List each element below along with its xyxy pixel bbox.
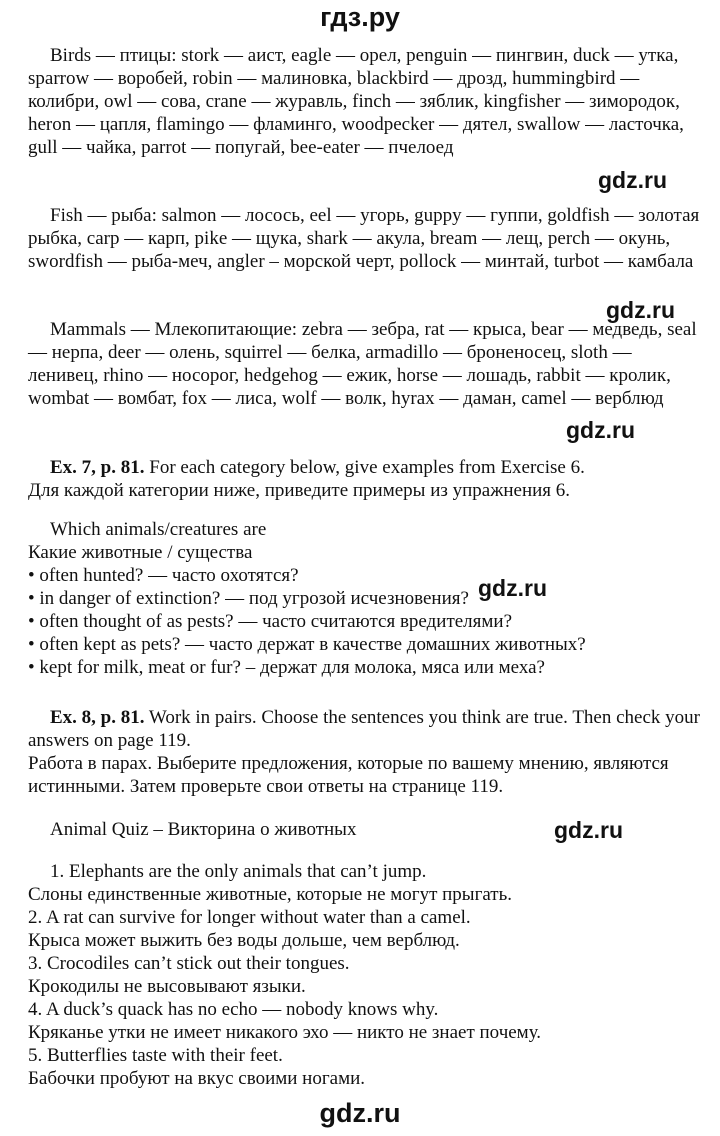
quiz-item-ru: Бабочки пробуют на вкус своими ногами. bbox=[28, 1068, 366, 1089]
watermark-1: gdz.ru bbox=[598, 167, 667, 193]
quiz-item-ru: Крыса может выжить без воды дольше, чем верблюд. bbox=[28, 930, 460, 951]
intro-en: Which animals/creatures are bbox=[50, 519, 267, 540]
list-item: • kept for milk, meat or fur? – держат для молока, мяса или меха? bbox=[28, 657, 545, 678]
watermark-5: gdz.ru bbox=[554, 817, 623, 843]
exercise-8-ref: Ex. 8, p. 81. bbox=[50, 707, 145, 728]
exercise-7-list bbox=[28, 518, 700, 679]
intro-ru: Какие животные / существа bbox=[28, 542, 253, 563]
list-item: • often kept as pets? — часто держат в качестве домашних животных? bbox=[28, 634, 586, 655]
watermark-4: gdz.ru bbox=[478, 575, 547, 601]
list-item: • often hunted? — часто охотятся? bbox=[28, 565, 299, 586]
list-item: • in danger of extinction? — под угрозой исчезновения? bbox=[28, 588, 469, 609]
exercise-8 bbox=[28, 706, 700, 798]
exercise-7 bbox=[28, 456, 700, 502]
quiz-item-ru: Слоны единственные животные, которые не могут прыгать. bbox=[28, 884, 513, 905]
birds-paragraph: Birds — птицы: stork — аист, eagle — орел, penguin — пингвин, duck — утка, sparrow — воробей, robin — малиновка, blackbird — дрозд, hummingbird — колибри, owl — сова, crane — журавль, finch — зяблик, kingfisher — зимородок, heron — цапля, flamingo — фламинго, woodpecker — дятел, swallow — ласточка, gull — чайка, parrot — попугай, bee-eater — пчелоед bbox=[28, 45, 684, 158]
exercise-7-ref: Ex. 7, p. 81. bbox=[50, 457, 145, 478]
mammals-paragraph: Mammals — Млекопитающие: zebra — зебра, rat — крыса, bear — медведь, seal — нерпа, deer — олень, squirrel — белка, armadillo — броненосец, sloth — ленивец, rhino — носорог, hedgehog — ежик, horse — лошадь, rabbit — кролик, wombat — вомбат, fox — лиса, wolf — волк, hyrax — даман, camel — верблюд bbox=[28, 319, 697, 409]
watermark-3: gdz.ru bbox=[566, 417, 635, 443]
quiz-item-en: 4. A duck’s quack has no echo — nobody knows why. bbox=[28, 999, 439, 1020]
exercise-8-instruction bbox=[28, 706, 700, 752]
quiz-item-en: 3. Crocodiles can’t stick out their tongues. bbox=[28, 953, 350, 974]
quiz-item-en: 2. A rat can survive for longer without water than a camel. bbox=[28, 907, 471, 928]
quiz-item-en: 1. Elephants are the only animals that can’t jump. bbox=[50, 861, 427, 882]
site-watermark-top: гдз.ру bbox=[320, 2, 400, 32]
exercise-8-en: Work in pairs. Choose the sentences you think are true. Then check your answers on page 119. bbox=[28, 707, 700, 751]
quiz-item-en: 5. Butterflies taste with their feet. bbox=[28, 1045, 283, 1066]
fish-paragraph: Fish — рыба: salmon — лосось, eel — угорь, guppy — гуппи, goldfish — золотая рыбка, carp — карп, pike — щука, shark — акула, bream — лещ, perch — окунь, swordfish — рыба-меч, angler – морской черт, pollock — минтай, turbot — камбала bbox=[28, 205, 700, 272]
site-watermark-bottom: gdz.ru bbox=[319, 1098, 401, 1128]
exercise-8-ru: Работа в парах. Выберите предложения, которые по вашему мнению, являются истинными. Затем проверьте свои ответы на странице 119. bbox=[28, 753, 669, 797]
quiz-list bbox=[28, 860, 700, 1090]
quiz-item-ru: Кряканье утки не имеет никакого эхо — никто не знает почему. bbox=[28, 1022, 542, 1043]
quiz-title: Animal Quiz – Викторина о животных bbox=[50, 819, 357, 840]
exercise-7-ru: Для каждой категории ниже, приведите примеры из упражнения 6. bbox=[28, 480, 571, 501]
exercise-7-instruction bbox=[28, 456, 700, 479]
list-item: • often thought of as pests? — часто считаются вредителями? bbox=[28, 611, 513, 632]
exercise-7-en: For each category below, give examples from Exercise 6. bbox=[144, 457, 585, 478]
watermark-2: gdz.ru bbox=[606, 297, 675, 323]
quiz-item-ru: Крокодилы не высовывают языки. bbox=[28, 976, 306, 997]
